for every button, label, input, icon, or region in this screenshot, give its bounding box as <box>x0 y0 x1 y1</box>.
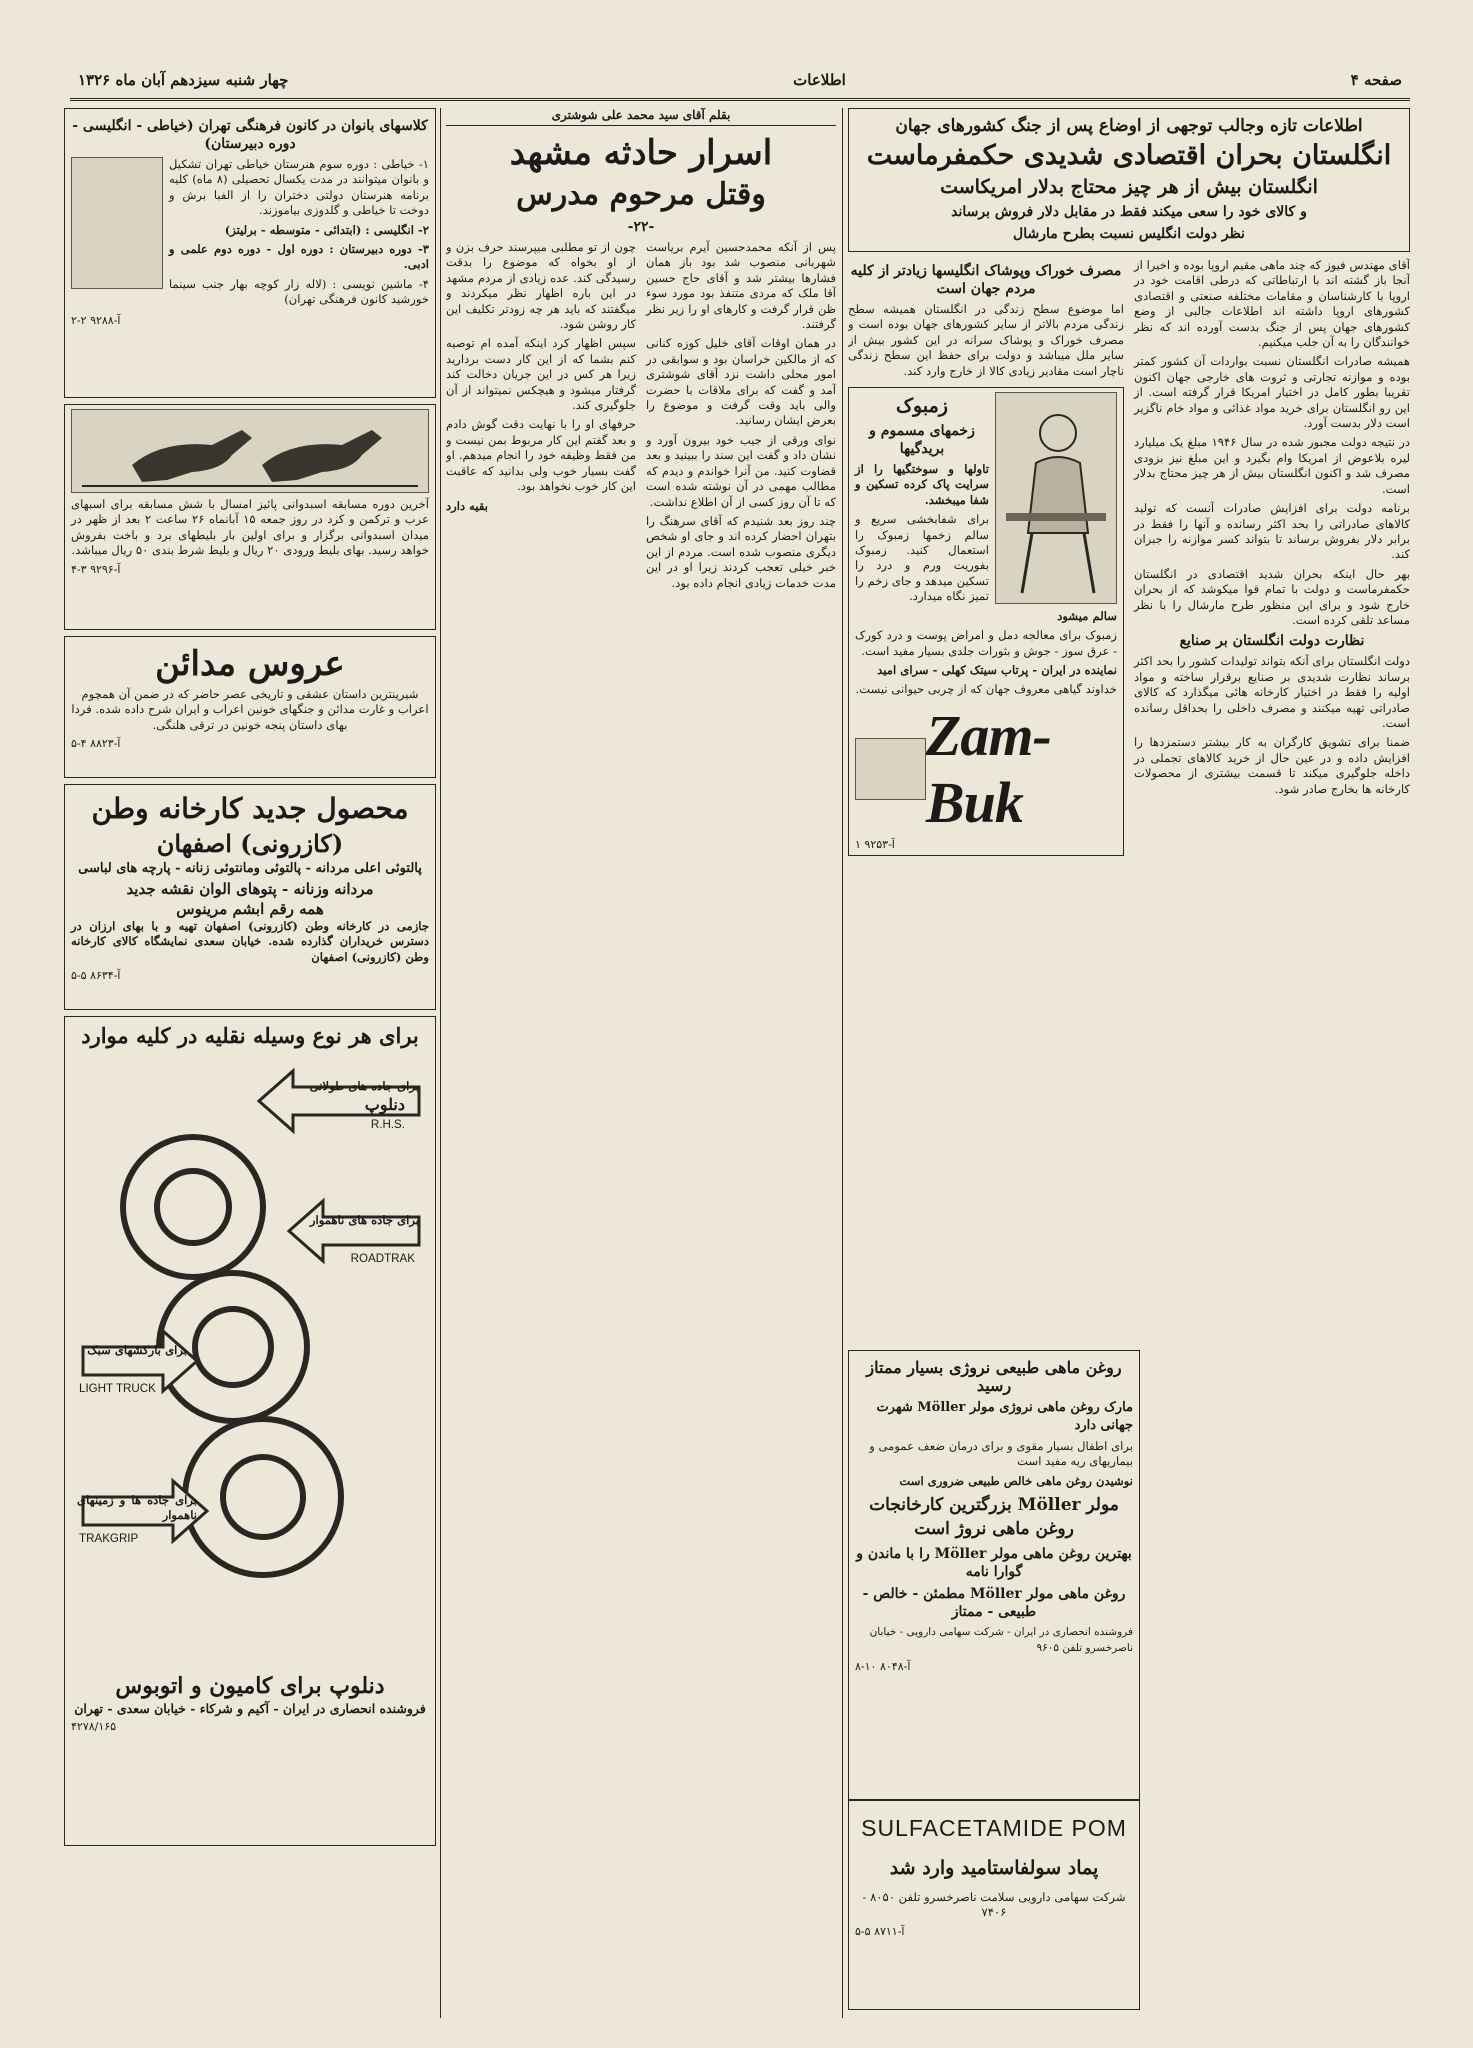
article-paragraph: برنامه دولت برای افزایش صادرات آنست که تولید کالاهای صادراتی را بحد اکثر رسانده و آنها را فقط در برابر دلار بفروش برساند تا بتواند کسر موازنه را جبران کند. <box>1134 501 1410 562</box>
classes-item: ۱- خیاطی : دوره سوم هنرستان خیاطی تهران تشکیل و بانوان میتوانند در مدت یکسال تحصیلی (۸ ماه) کلیه برنامه هنرستان دولتی دختران را از الفبا برش و دوخت تا خیاطی و گلدوزی بیاموزند. <box>169 157 429 218</box>
tire-distributor: فروشنده انحصاری در ایران - آکیم و شرکاء - خیابان سعدی - تهران <box>74 1701 426 1716</box>
factory-ad <box>64 784 436 1010</box>
section-heading: نظارت دولت انگلستان بر صنایع <box>1179 633 1365 650</box>
classes-item: ۲- انگلیسی : (ابتدائی - متوسطه - برلیتز) <box>224 222 429 237</box>
ad-code: آ-۸۸۲۳ ۴-۵ <box>71 737 121 751</box>
sulfacetamide-brand: SULFACETAMIDE POM <box>861 1815 1127 1841</box>
headline-box <box>848 108 1410 252</box>
moller-slogan: روغن ماهی مولر Möller مطمئن - خالص - طبیعی - ممتاز <box>862 1586 1126 1621</box>
section-heading: مصرف خوراک وپوشاک انگلیسها زیادتر از کلیه مردم جهان است <box>850 263 1122 297</box>
zambuk-title: زمبوک <box>896 395 948 418</box>
zambuk-caption: سالم میشود <box>1057 608 1117 623</box>
serial-part-number: -۲۲- <box>627 219 655 235</box>
factory-products: پالتوئی اعلی مردانه - پالتوئی ومانتوئی زنانه - پارچه های لباسی <box>78 861 422 876</box>
story-paragraph: در همان اوقات آقای خلیل کوزه کنانی که از مالکین خراسان بود و سوابقی در امور محلی داشت نزد آقای شوشتری آمد و گفت که برای ملاقات با حضرت والی باید وقت گرفت و موضوع را بعرض ایشان رسانید. <box>646 336 836 428</box>
zambuk-note: خداوند گیاهی معروف جهان که از چربی حیوانی نیست. <box>855 682 1117 697</box>
patient-illustration <box>995 392 1117 604</box>
article-subhead: و کالای خود را سعی میکند فقط در مقابل دلار فروش برساند <box>951 204 1307 220</box>
book-ad <box>64 636 436 778</box>
zambuk-agent: نماینده در ایران - پرتاب سیتک کهلی - سرای امید <box>877 662 1117 677</box>
tire-model: LIGHT TRUCK <box>79 1382 156 1395</box>
zambuk-logo: Zam-Buk <box>925 702 1051 835</box>
tire-ad-header: برای هر نوع وسیله نقلیه در کلیه موارد <box>81 1023 419 1048</box>
article-subhead: نظر دولت انگلیس نسبت بطرح مارشال <box>1013 226 1245 242</box>
story-paragraph: حرفهای او را با نهایت دقت گوش دادم و بعد گفتم این کار مربوط بمن نیست و من فقط وظیفه خود را انجام میدهم. او گفت بسیار خوب ولی بدانید که عاقبت این کار خوب نخواهد بود. <box>446 417 636 494</box>
article-paragraph: آقای مهندس فیوز که چند ماهی مقیم اروپا بوده و اخیرا از آنجا باز گشته اند با ارتباطاتی که درطی اقامت خود در اروپا با کارشناسان و مقامات مختلفه صنعتی و اقتصادی کشورهای اروپا داشته اند اطلاعات جالبی از وضع کشورهای جهان پس از جنگ بدست آورده اند که نظر خوانندگان را به آن جلب میکنیم. <box>1134 258 1410 350</box>
ad-code: آ-۹۲۸۸ ۲-۲ <box>71 313 121 327</box>
racing-horse-icon <box>72 410 428 492</box>
story-paragraph: نوای ورقی از جیب خود بیرون آورد و نشان داد و گفت این سند را ببینید و بعد قضاوت کنید. من آنرا خواندم و دیدم که مطالب مهمی در آن نوشته شده است که تا آن روز کسی از آن اطلاع نداشت. <box>646 432 836 509</box>
seated-man-icon <box>996 393 1116 603</box>
story-column-b <box>446 240 636 595</box>
moller-text: مارک روغن ماهی نروژی مولر Möller شهرت جهانی دارد <box>876 1400 1133 1433</box>
factory-title: محصول جدید کارخانه وطن <box>91 792 409 825</box>
classes-title: کلاسهای بانوان در کانون فرهنگی تهران (خیاطی - انگلیسی - دوره دبیرستان) <box>72 118 428 152</box>
moller-headline: روغن ماهی طبیعی نروژی بسیار ممتاز رسید <box>866 1358 1122 1395</box>
article-byline: بقلم آقای سید محمد علی شوشتری <box>446 108 836 126</box>
column-rule <box>440 108 441 2018</box>
dunlop-tire-ad <box>64 1016 436 1846</box>
ad-code: آ-۸۰۴۸ ۱۰-۸ <box>855 1660 911 1674</box>
factory-text: جازمی در کارخانه وطن (کازرونی) اصفهان تهیه و با بهای ارزان در دسترس خریداران گذارده شده. خیابان سعدی نمایشگاه کالای کارخانه وطن (کازرونی) اصفهان <box>71 919 429 964</box>
moller-distributor: فروشنده انحصاری در ایران - شرکت سهامی دارویی - خیابان ناصرخسرو تلفن ۹۶۰۵ <box>869 1626 1133 1654</box>
sulfacetamide-text: شرکت سهامی دارویی سلامت ناصرخسرو تلفن ۸۰۵۰ - ۷۴۰۶ <box>862 1890 1126 1920</box>
article-paragraph: بهر حال اینکه بحران شدید اقتصادی در انگلستان حکمفرماست و دولت با تمام قوا میکوشد که از بحران خارج شود و برای این منظور طرح مارشال را با نظر مساعد تلقی کرده است. <box>1134 566 1410 627</box>
tire-model: R.H.S. <box>370 1118 405 1131</box>
ad-code: آ-۸۷۱۱ ۵-۵ <box>855 1924 905 1938</box>
tire-model: TRAKGRIP <box>79 1532 139 1545</box>
moller-text: نوشیدن روغن ماهی خالص طبیعی ضروری است <box>899 1473 1133 1488</box>
ad-code: آ-۹۲۵۳ ۱ <box>855 837 895 851</box>
moller-slogan: بهترین روغن ماهی مولر Möller را با ماندن و گوارا نامه <box>856 1546 1132 1581</box>
book-title: عروس مدائن <box>155 644 345 684</box>
factory-subtitle: (کازرونی) اصفهان <box>156 829 344 858</box>
moller-slogan: مولر Möller بزرگترین کارخانجات روغن ماهی نروژ است <box>869 1495 1119 1540</box>
woman-illustration <box>71 157 163 289</box>
sulfacetamide-ad <box>848 1800 1140 2010</box>
article-column-a <box>1134 258 1410 862</box>
zambuk-text: زمبوک برای معالجه دمل و امراض پوست و درد کورک - عرق سوز - جوش و بثورات جلدی بسیار مفید است. <box>855 628 1117 658</box>
arrow-icon <box>83 1071 419 1541</box>
article-headline: انگلستان بحران اقتصادی شدیدی حکمفرماست <box>866 140 1392 171</box>
tire-label: برای جاده های ناهموار <box>309 1213 419 1227</box>
article-paragraph: ضمنا برای تشویق کارگران به کار بیشتر دستمزدها را افزایش داده و در عین حال از خرید کالاهای تجملی در داخله جلوگیری میکند تا قسمت بیشتری از محصولات کارخانه ها بخارج صادر شود. <box>1134 735 1410 796</box>
zambuk-text: برای شفابخشی سریع و سالم زخمها زمبوک را استعمال کنید. زمبوک بفوریت ورم و درد را تسکین میدهد و جای زخم را تمیز نگاه میدارد. <box>855 512 989 604</box>
zambuk-text: تاولها و سوختگیها را از سرایت پاک کرده تسکین و شفا میبخشد. <box>855 462 989 507</box>
article-paragraph: همیشه صادرات انگلستان نسبت بواردات آن کشور کمتر بوده و موازنه تجارتی و ثروت های خارجی جهان اکنون تقریبا بطور کامل در اختیار امریکا قرار گرفته است. از این رو انگلستان برای خرید مواد غذائی و مواد خام ناگزیر است دلار بدست آورد. <box>1134 354 1410 431</box>
ad-code: آ-۸۶۳۴ ۵-۵ <box>71 969 121 983</box>
womens-classes-ad <box>64 108 436 398</box>
article-subhead: انگلستان بیش از هر چیز محتاج بدلار امریکاست <box>940 176 1318 198</box>
story-paragraph: سپس اظهار کرد اینکه آمده ام توصیه کنم بشما که از این کار دست بردارید زیرا هر کس در این جریان دخالت کند گرفتار میشود و هیچکس نمیتواند از آن جلوگیری کند. <box>446 336 636 413</box>
sulfacetamide-title: پماد سولفاستامید وارد شد <box>889 1857 1099 1879</box>
article-paragraph: دولت انگلستان برای آنکه بتواند تولیدات کشور را بحد اکثر برساند نظارت شدیدی بر صنایع برقرار ساخته و مواد اولیه را فقط در اختیار کارخانه هائی میگذارد که کالای صادراتی تهیه میکنند و مصرف داخلی را بحداقل رسانده است. <box>1134 654 1410 730</box>
tire-brand: دنلوپ <box>364 1095 405 1114</box>
zambuk-headline: زخمهای مسموم و بریدگیها <box>869 423 975 458</box>
story-paragraph: چون از تو مطلبی میپرسند حرف بزن و از او بخواه که موضوع را بدقت رسیدگی کند. عده زیادی از مردم مشهد در این باره اظهار نظر میکردند و میگفتند که باید هر چه زودتر تکلیف این کار روشن شود. <box>446 240 636 332</box>
column-rule <box>842 108 843 2018</box>
horse-race-ad <box>64 404 436 630</box>
tire-model: ROADTRAK <box>350 1252 415 1265</box>
zambuk-ad <box>848 387 1124 856</box>
article-headline: وقتل مرحوم مدرس <box>516 177 766 212</box>
horse-race-text: آخرین دوره مسابقه اسبدوانی پائیز امسال با شش مسابقه برای اسبهای عرب و ترکمن و کرد در روز جمعه ۱۵ آبانماه ۲۶ ساعت ۲ بعد از ظهر در میدان اسبدوانی برگزار و برای اولین بار بلیطهای برد و باخت بفروش خواهد رسید. بهای بلیط ورودی ۲۰ ریال و بلیط شرط بندی ۵۰ ریال میباشد. <box>71 497 430 558</box>
tire-label: برای جاده ها و زمینهای ناهموار <box>77 1493 197 1523</box>
tire-label: برای بارکشهای سبک <box>87 1343 187 1357</box>
book-text: شیرینترین داستان عشقی و تاریخی عصر حاضر که در ضمن آن همچوم اعراب و غارت مدائن و جنگهای خونین اعراب و ایران شرح داده شده. فردا بهای داستان پنجه خونین در ترقی هلنگی. <box>71 687 429 732</box>
page-number: صفحه ۴ <box>1350 71 1402 89</box>
ad-code: ۴۲۷۸/۱۶۵ <box>71 1720 117 1734</box>
tire-footer: دنلوپ برای کامیون و اتوبوس <box>115 1673 385 1699</box>
story-paragraph: چند روز بعد شنیدم که آقای سرهنگ را بتهران احضار کرده اند و جای او شخص دیگری منصوب شده است. مردم از این خبر خیلی تعجب کردند زیرا او در این مدت خدمات زیادی انجام داده بود. <box>646 513 836 590</box>
tire-label: برای جاده های طولانی <box>309 1079 419 1093</box>
classes-item: ۳- دوره دبیرستان : دوره اول - دوره دوم علمی و ادبی. <box>169 242 429 272</box>
article-kicker: اطلاعات تازه وجالب توجهی از اوضاع پس از جنگ کشورهای جهان <box>895 116 1363 136</box>
article-paragraph: در نتیجه دولت مجبور شده در سال ۱۹۴۶ مبلغ یک میلیارد لیره بلاعوض از امریکا وام بگیرد و این مبلغ نیز بزودی مصرف شد و اکنون انگلستان بیش از هر چیز محتاج بدلار است. <box>1134 435 1410 496</box>
article-column-b <box>848 258 1124 862</box>
ad-code: آ-۹۲۹۶ ۳-۴ <box>71 562 121 576</box>
horse-race-illustration <box>71 409 429 493</box>
factory-products: همه رقم ابشم مرینوس <box>176 900 324 918</box>
article-headline: اسرار حادثه مشهد <box>509 133 773 173</box>
moller-text: برای اطفال بسیار مقوی و برای درمان ضعف عمومی و بیماریهای ریه مفید است <box>869 1439 1133 1469</box>
story-column-a <box>646 240 836 595</box>
classes-item: ۴- ماشین نویسی : (لاله زار کوچه بهار جنب سینما خورشید کانون فرهنگی تهران) <box>169 276 429 307</box>
story-ending: بقیه دارد <box>446 498 488 513</box>
article-mashhad-incident <box>446 108 836 2018</box>
left-column <box>64 108 436 2018</box>
masthead <box>70 62 1410 101</box>
zambuk-tin-illustration <box>855 738 926 800</box>
moller-ad <box>848 1350 1140 1800</box>
paper-name: اطلاعات <box>793 71 846 89</box>
story-paragraph: پس از آنکه محمدحسین آیرم بریاست شهربانی منصوب شد بود باز همان فشارها بیشتر شد و آقای حاج حسین آقا ملک که مردی متنفذ بود مورد سوء ظن قرار گرفت و کارهای او را زیر نظر گرفتند. <box>646 240 836 332</box>
issue-date: چهار شنبه سیزدهم آبان ماه ۱۳۲۶ <box>78 71 289 89</box>
factory-products: مردانه وزنانه - پتوهای الوان نقشه جدید <box>126 880 374 898</box>
article-paragraph: اما موضوع سطح زندگی در انگلستان همیشه سطح زندگی مردم بالاتر از سایر کشورهای جهان بوده است و مصرف خوراک و پوشاک سرانه در این کشور بیش از سایر ملل میباشد و دولت برای حفظ این سطح زندگی ناچار است مقادیر زیادی کالا از خارج وارد کند. <box>848 302 1124 378</box>
